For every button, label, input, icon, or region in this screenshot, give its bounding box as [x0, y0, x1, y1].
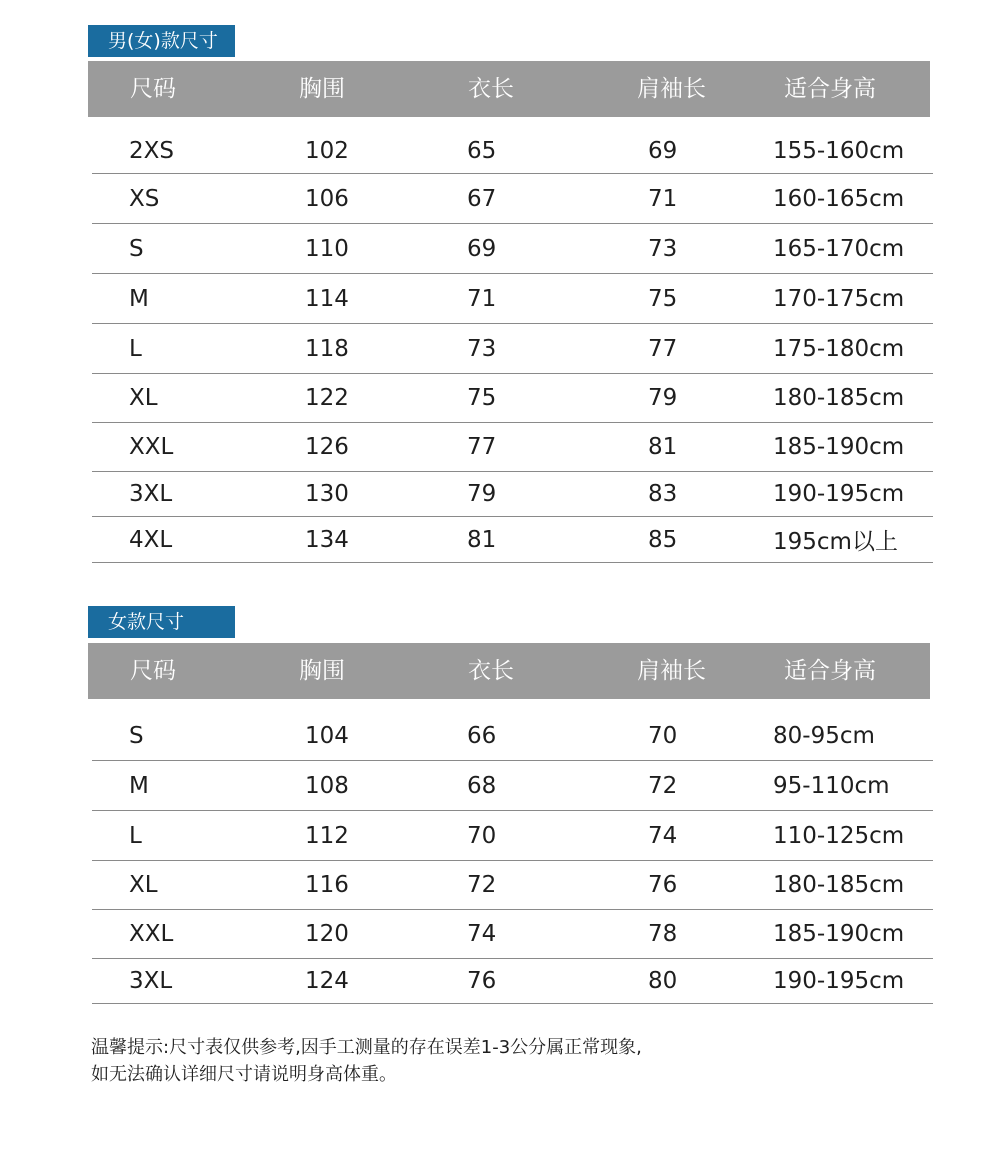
- cell-size: S: [129, 722, 144, 749]
- header-shoulder-sleeve: 肩袖长: [637, 76, 706, 102]
- header-height: 适合身高: [784, 76, 876, 102]
- header-size: 尺码: [130, 76, 176, 102]
- cell-length: 81: [467, 526, 497, 553]
- cell-size: XXL: [129, 921, 174, 947]
- cell-height: 110-125cm: [773, 822, 905, 849]
- header-height: 适合身高: [784, 658, 876, 684]
- cell-size: L: [129, 335, 142, 362]
- cell-shoulder-sleeve: 79: [648, 385, 678, 411]
- table-row: [92, 910, 933, 959]
- cell-height: 190-195cm: [773, 481, 905, 507]
- cell-shoulder-sleeve: 70: [648, 722, 678, 749]
- cell-height: 155-160cm: [773, 137, 905, 164]
- cell-chest: 134: [305, 526, 349, 553]
- women-size-title: 女款尺寸: [88, 606, 235, 638]
- header-chest: 胸围: [299, 658, 345, 684]
- cell-shoulder-sleeve: 72: [648, 772, 678, 799]
- cell-shoulder-sleeve: 75: [648, 285, 678, 312]
- cell-height: 180-185cm: [773, 385, 905, 411]
- table-row: [92, 174, 933, 224]
- header-chest: 胸围: [299, 76, 345, 102]
- cell-height: 95-110cm: [773, 772, 890, 799]
- cell-length: 79: [467, 481, 497, 507]
- table-row: [92, 374, 933, 423]
- cell-chest: 104: [305, 722, 349, 749]
- cell-size: M: [129, 285, 149, 312]
- cell-shoulder-sleeve: 83: [648, 481, 678, 507]
- cell-chest: 116: [305, 872, 349, 898]
- women-table-header: [88, 643, 930, 699]
- cell-chest: 122: [305, 385, 349, 411]
- table-row: [92, 423, 933, 472]
- cell-chest: 130: [305, 481, 349, 507]
- cell-chest: 118: [305, 335, 349, 362]
- cell-length: 74: [467, 921, 497, 947]
- cell-length: 65: [467, 137, 497, 164]
- cell-size: 2XS: [129, 137, 174, 164]
- cell-shoulder-sleeve: 80: [648, 968, 678, 994]
- table-row: [92, 324, 933, 374]
- cell-length: 66: [467, 722, 497, 749]
- cell-shoulder-sleeve: 76: [648, 872, 678, 898]
- cell-size: XXL: [129, 434, 174, 460]
- cell-length: 67: [467, 185, 497, 212]
- cell-chest: 126: [305, 434, 349, 460]
- table-row: [92, 959, 933, 1004]
- cell-length: 76: [467, 968, 497, 994]
- cell-height: 160-165cm: [773, 185, 905, 212]
- cell-size: S: [129, 235, 144, 262]
- cell-size: 3XL: [129, 481, 173, 507]
- table-row: [92, 811, 933, 861]
- table-row: [92, 861, 933, 910]
- header-size: 尺码: [130, 658, 176, 684]
- cell-shoulder-sleeve: 85: [648, 526, 678, 553]
- cell-chest: 124: [305, 968, 349, 994]
- cell-chest: 108: [305, 772, 349, 799]
- cell-shoulder-sleeve: 69: [648, 137, 678, 164]
- table-row: [92, 224, 933, 274]
- cell-size: XS: [129, 185, 160, 212]
- table-row: [92, 711, 933, 761]
- cell-chest: 102: [305, 137, 349, 164]
- cell-size: M: [129, 772, 149, 799]
- cell-height: 80-95cm: [773, 722, 875, 749]
- cell-chest: 110: [305, 235, 349, 262]
- size-note: [91, 1034, 642, 1088]
- table-row: [92, 761, 933, 811]
- cell-length: 70: [467, 822, 497, 849]
- table-row: [92, 472, 933, 517]
- cell-size: 3XL: [129, 968, 173, 994]
- men-table-body: [92, 128, 933, 563]
- table-row: [92, 274, 933, 324]
- cell-length: 72: [467, 872, 497, 898]
- cell-height: 185-190cm: [773, 921, 905, 947]
- cell-height: 195cm以上: [773, 529, 898, 555]
- cell-size: L: [129, 822, 142, 849]
- cell-height: 190-195cm: [773, 968, 905, 994]
- cell-chest: 112: [305, 822, 349, 849]
- table-row: [92, 128, 933, 174]
- cell-size: 4XL: [129, 526, 173, 553]
- cell-size: XL: [129, 385, 158, 411]
- cell-shoulder-sleeve: 77: [648, 335, 678, 362]
- cell-height: 180-185cm: [773, 872, 905, 898]
- note-line-2: 如无法确认详细尺寸请说明身高体重。: [91, 1064, 397, 1085]
- cell-height: 165-170cm: [773, 235, 905, 262]
- cell-shoulder-sleeve: 78: [648, 921, 678, 947]
- cell-length: 77: [467, 434, 497, 460]
- cell-shoulder-sleeve: 74: [648, 822, 678, 849]
- cell-height: 175-180cm: [773, 335, 905, 362]
- men-size-title: 男(女)款尺寸: [88, 25, 235, 57]
- cell-size: XL: [129, 872, 158, 898]
- cell-chest: 114: [305, 285, 349, 312]
- cell-length: 71: [467, 285, 497, 312]
- header-shoulder-sleeve: 肩袖长: [637, 658, 706, 684]
- table-row: [92, 517, 933, 563]
- cell-chest: 120: [305, 921, 349, 947]
- cell-chest: 106: [305, 185, 349, 212]
- cell-shoulder-sleeve: 73: [648, 235, 678, 262]
- cell-shoulder-sleeve: 71: [648, 185, 678, 212]
- note-line-1: 温馨提示:尺寸表仅供参考,因手工测量的存在误差1-3公分属正常现象,: [91, 1037, 642, 1058]
- men-table-header: [88, 61, 930, 117]
- cell-height: 170-175cm: [773, 285, 905, 312]
- cell-length: 75: [467, 385, 497, 411]
- cell-length: 73: [467, 335, 497, 362]
- women-table-body: [92, 711, 933, 1004]
- cell-height: 185-190cm: [773, 434, 905, 460]
- cell-shoulder-sleeve: 81: [648, 434, 678, 460]
- cell-length: 68: [467, 772, 497, 799]
- cell-length: 69: [467, 235, 497, 262]
- header-length: 衣长: [468, 76, 514, 102]
- header-length: 衣长: [468, 658, 514, 684]
